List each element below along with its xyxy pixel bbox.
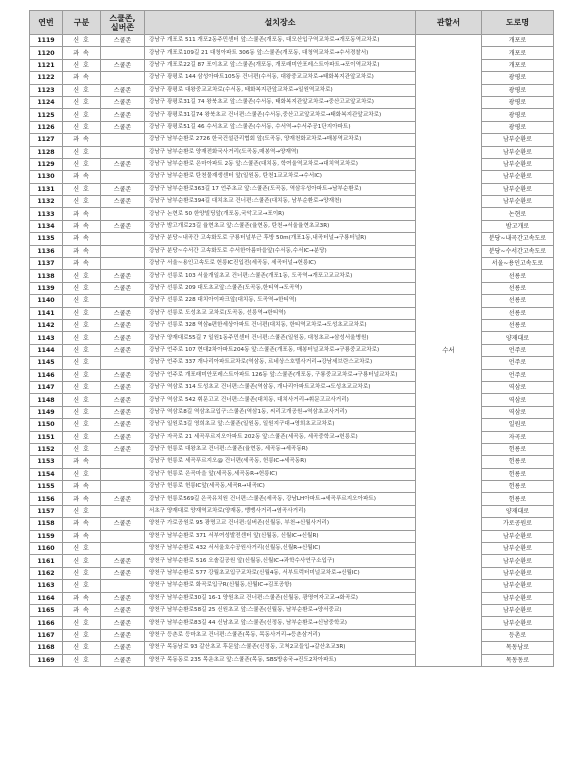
install-location: 강남구 역삼로8길 역삼초교입구:스쿨존(역삼1동, 씨리고개공원→역삼초교사거리) [145, 406, 416, 418]
install-location: 양천구 남부순환로58길 25 신원초교 앞:스쿨존(신월동, 남부순환로→양서중교) [145, 604, 416, 616]
enforcement-kind: 신 호 [63, 146, 101, 158]
road-name: 헌릉로 [482, 456, 554, 468]
zone-type: 스쿨존 [101, 84, 145, 96]
zone-type [101, 72, 145, 84]
install-location: 서초구 양재대로 양재역교차로(양재동, 뱅뱅사거리→염곡사거리) [145, 505, 416, 517]
road-name: 분당~수서간고속도로 [482, 245, 554, 257]
zone-type: 스쿨존 [101, 35, 145, 47]
enforcement-kind: 신 호 [63, 443, 101, 455]
road-name: 역삼로 [482, 381, 554, 393]
road-name: 남부순환로 [482, 555, 554, 567]
install-location: 강남구 광평로31길 74 왕북초교 앞:스쿨존(수서동, 태화복지관앞교차로→중산고교앞교차로) [145, 96, 416, 108]
road-name: 분당~내곡간고속도로 [482, 233, 554, 245]
install-location: 양천구 남부순환로 516 오솔길공원 앞(신월동,신월IC→과학수사연구소입구) [145, 555, 416, 567]
enforcement-kind: 신 호 [63, 629, 101, 641]
row-number: 1141 [30, 307, 63, 319]
row-number: 1147 [30, 381, 63, 393]
zone-type: 스쿨존 [101, 654, 145, 666]
enforcement-kind: 신 호 [63, 419, 101, 431]
zone-type: 스쿨존 [101, 604, 145, 616]
zone-type: 스쿨존 [101, 307, 145, 319]
row-number: 1162 [30, 567, 63, 579]
zone-type: 스쿨존 [101, 59, 145, 71]
road-name: 헌릉로 [482, 493, 554, 505]
enforcement-kind: 과 속 [63, 72, 101, 84]
enforcement-kind: 신 호 [63, 543, 101, 555]
enforcement-kind: 신 호 [63, 357, 101, 369]
zone-type: 스쿨존 [101, 431, 145, 443]
row-number: 1124 [30, 96, 63, 108]
row-number: 1142 [30, 319, 63, 331]
row-number: 1152 [30, 443, 63, 455]
header-office: 관할서 [416, 11, 482, 35]
header-kind: 구분 [63, 11, 101, 35]
zone-type: 스쿨존 [101, 518, 145, 530]
road-name: 서울~용인고속도로 [482, 258, 554, 270]
zone-type [101, 47, 145, 59]
row-number: 1139 [30, 282, 63, 294]
enforcement-kind: 신 호 [63, 406, 101, 418]
install-location: 강남구 분당~내곡간 고속화도로 구룡터널부근 후방 50m(개포1동,내곡터널→구룡터널R) [145, 233, 416, 245]
zone-type: 스쿨존 [101, 381, 145, 393]
zone-type: 스쿨존 [101, 629, 145, 641]
install-location: 강남구 헌릉로 은곡마을 앞(세곡동,세곡동R→헌릉IC) [145, 468, 416, 480]
enforcement-kind: 신 호 [63, 196, 101, 208]
zone-type: 스쿨존 [101, 592, 145, 604]
row-number: 1168 [30, 642, 63, 654]
enforcement-kind: 신 호 [63, 369, 101, 381]
road-name: 자곡로 [482, 431, 554, 443]
zone-type [101, 171, 145, 183]
row-number: 1135 [30, 233, 63, 245]
zone-type [101, 233, 145, 245]
road-name: 선릉로 [482, 319, 554, 331]
row-number: 1138 [30, 270, 63, 282]
enforcement-kind: 신 호 [63, 183, 101, 195]
install-location: 양천구 남부순환로 432 서서울호수공원사거리(신월동,신월R→신월IC) [145, 543, 416, 555]
enforcement-kind: 과 속 [63, 208, 101, 220]
enforcement-kind: 신 호 [63, 158, 101, 170]
road-name: 역삼로 [482, 394, 554, 406]
zone-type: 스쿨존 [101, 567, 145, 579]
install-location: 강남구 언주로 337 개나리아파트교차로(역삼동, 르네상스호텔사거리→강남세브란스교차로) [145, 357, 416, 369]
install-location: 강남구 남부순환로 양재전화국사거리(도곡동,매봉역→양재역) [145, 146, 416, 158]
zone-type: 스쿨존 [101, 319, 145, 331]
zone-type: 스쿨존 [101, 369, 145, 381]
road-name: 개포로 [482, 59, 554, 71]
install-location: 강남구 선릉로 209 대도초교앞:스쿨존(도곡동,한티역→도곡역) [145, 282, 416, 294]
install-location: 양천구 남부순환로 371 서부여성발전센터 앞(신월동, 신월IC→신월R) [145, 530, 416, 542]
enforcement-kind: 신 호 [63, 654, 101, 666]
install-location: 강남구 논현로 50 한양빌딩앞(개포동,국악고교→포이R) [145, 208, 416, 220]
enforcement-kind: 과 속 [63, 518, 101, 530]
row-number: 1130 [30, 171, 63, 183]
enforcement-kind: 신 호 [63, 468, 101, 480]
zone-type: 스쿨존 [101, 642, 145, 654]
zone-type: 스쿨존 [101, 394, 145, 406]
install-location: 강남구 선릉로 도성초교 교차로(도곡동, 선릉역→한티역) [145, 307, 416, 319]
zone-type: 스쿨존 [101, 270, 145, 282]
install-location: 강남구 헌릉로 세곡푸르지오@ 건너편(세곡동, 헌릉IC→세곡동R) [145, 456, 416, 468]
road-name: 언주로 [482, 357, 554, 369]
zone-type: 스쿨존 [101, 282, 145, 294]
row-number: 1164 [30, 592, 63, 604]
row-number: 1146 [30, 369, 63, 381]
row-number: 1136 [30, 245, 63, 257]
enforcement-kind: 신 호 [63, 431, 101, 443]
enforcement-kind: 신 호 [63, 121, 101, 133]
road-name: 목동동로 [482, 654, 554, 666]
row-number: 1128 [30, 146, 63, 158]
install-location: 강남구 개포로109길 21 대청아파트 306동 앞:스쿨존(개포동, 대청역교차로→수서경찰서) [145, 47, 416, 59]
road-name: 선릉로 [482, 270, 554, 282]
zone-type: 스쿨존 [101, 183, 145, 195]
install-location: 강남구 선릉로 328 역삼e편한세상아파트 건너편(대치동, 한티역교차로→도성초교교차로) [145, 319, 416, 331]
row-number: 1151 [30, 431, 63, 443]
row-number: 1143 [30, 332, 63, 344]
row-number: 1129 [30, 158, 63, 170]
header-zone-type [101, 11, 145, 35]
enforcement-kind: 신 호 [63, 555, 101, 567]
row-number: 1119 [30, 35, 63, 47]
install-location: 양천구 가로공원로 95 광명고교 건너편:실버존(신월동, 부천→신월사거리) [145, 518, 416, 530]
row-number: 1120 [30, 47, 63, 59]
zone-type: 스쿨존 [101, 406, 145, 418]
table-header-row [30, 11, 554, 35]
install-location: 강남구 광평로51길 46 수서초교 앞:스쿨존(수서동, 수서역→수서주공1단지아파트) [145, 121, 416, 133]
road-name: 남부순환로 [482, 530, 554, 542]
install-location: 양천구 목동남로 93 갈산초교 후문앞:스쿨존(신정동, 고척2교들입→갈산초교3R) [145, 642, 416, 654]
zone-type [101, 468, 145, 480]
road-name: 광평로 [482, 72, 554, 84]
road-name: 언주로 [482, 369, 554, 381]
enforcement-kind: 신 호 [63, 381, 101, 393]
install-location: 강남구 선릉로 103 서울개일초교 건너편:스쿨존(개포1동, 도곡역→개포고교교차로) [145, 270, 416, 282]
road-name: 남부순환로 [482, 580, 554, 592]
enforcement-kind: 과 속 [63, 220, 101, 232]
zone-type [101, 357, 145, 369]
enforcement-kind: 신 호 [63, 282, 101, 294]
enforcement-kind: 과 속 [63, 171, 101, 183]
install-location: 강남구 선릉로 228 대치아이파크앞(대치동, 도곡역→한티역) [145, 295, 416, 307]
row-number: 1169 [30, 654, 63, 666]
enforcement-kind: 신 호 [63, 505, 101, 517]
road-name: 남부순환로 [482, 617, 554, 629]
enforcement-kind: 신 호 [63, 307, 101, 319]
row-number: 1122 [30, 72, 63, 84]
row-number: 1125 [30, 109, 63, 121]
row-number: 1149 [30, 406, 63, 418]
enforcement-kind: 신 호 [63, 642, 101, 654]
road-name: 헌릉로 [482, 468, 554, 480]
install-location: 강남구 헌릉로569길 은곡유치원 건너편:스쿨존(세곡동, 강남LH아파트→세곡푸르지오아파트) [145, 493, 416, 505]
install-location: 강남구 남부순환로363길 17 언주초교 앞:스쿨존(도곡동, 역삼우성아파트→남부순환로) [145, 183, 416, 195]
header-zone-type-line2: 실버존 [110, 22, 135, 32]
road-name: 가로공원로 [482, 518, 554, 530]
road-name: 남부순환로 [482, 592, 554, 604]
install-location: 강남구 양재대로55길 7 일원1동주민센터 건너편:스쿨존(일원동, 대청초교→삼성서울병원) [145, 332, 416, 344]
road-name: 양재대로 [482, 505, 554, 517]
enforcement-kind: 과 속 [63, 456, 101, 468]
road-name: 광평로 [482, 121, 554, 133]
zone-type [101, 295, 145, 307]
row-number: 1133 [30, 208, 63, 220]
install-location: 강남구 남부순환로 탄천물재생센터 앞(일원동, 탄천1교교차로→수서IC) [145, 171, 416, 183]
install-location: 강남구 언주로 107 현대2차아파트204동 앞:스쿨존(개포동, 매봉터널교차로→구룡중교교차로) [145, 344, 416, 356]
road-name: 역삼로 [482, 406, 554, 418]
install-location: 양천구 남부순환로83길 44 신남초교 앞:스쿨존(신정동, 남부순환로→신남중학교) [145, 617, 416, 629]
install-location: 강남구 역삼로 542 휘문고교 건너편:스쿨존(대치동, 대치사거리→휘문고교사거리) [145, 394, 416, 406]
enforcement-kind: 신 호 [63, 84, 101, 96]
enforcement-kind: 과 속 [63, 134, 101, 146]
zone-type [101, 258, 145, 270]
road-name: 광평로 [482, 96, 554, 108]
row-number: 1121 [30, 59, 63, 71]
header-no: 연번 [30, 11, 63, 35]
header-zone-type-line1: 스쿨존, [109, 13, 136, 23]
road-name: 남부순환로 [482, 604, 554, 616]
road-name: 목동남로 [482, 642, 554, 654]
row-number: 1123 [30, 84, 63, 96]
zone-type [101, 543, 145, 555]
zone-type: 스쿨존 [101, 617, 145, 629]
enforcement-kind: 신 호 [63, 580, 101, 592]
row-number: 1156 [30, 493, 63, 505]
road-name: 남부순환로 [482, 158, 554, 170]
enforcement-kind: 신 호 [63, 344, 101, 356]
enforcement-kind: 과 속 [63, 530, 101, 542]
road-name: 광평로 [482, 84, 554, 96]
enforcement-kind: 과 속 [63, 481, 101, 493]
row-number: 1145 [30, 357, 63, 369]
install-location: 강남구 남부순환로394길 대치초교 건너편:스쿨존(대치동, 남부순환로→양재천) [145, 196, 416, 208]
enforcement-kind: 신 호 [63, 319, 101, 331]
enforcement-kind: 신 호 [63, 59, 101, 71]
zone-type [101, 146, 145, 158]
enforcement-kind: 과 속 [63, 245, 101, 257]
zone-type: 스쿨존 [101, 158, 145, 170]
road-name: 남부순환로 [482, 196, 554, 208]
install-location: 양천구 남부순환로 화곡로입구R(신월동,신월IC→김포공항) [145, 580, 416, 592]
row-number: 1163 [30, 580, 63, 592]
table-row [30, 35, 554, 47]
enforcement-kind: 과 속 [63, 592, 101, 604]
row-number: 1154 [30, 468, 63, 480]
install-location: 강남구 일원로3길 영희초교 앞:스쿨존(일원동, 일원지구대→영희초교교차로) [145, 419, 416, 431]
row-number: 1148 [30, 394, 63, 406]
row-number: 1126 [30, 121, 63, 133]
row-number: 1167 [30, 629, 63, 641]
road-name: 선릉로 [482, 295, 554, 307]
row-number: 1131 [30, 183, 63, 195]
row-number: 1140 [30, 295, 63, 307]
install-location: 강남구 언주로 개포래미안포레스트아파트 126동 앞:스쿨존(개포동, 구룡중교교차로→구룡터널교차로) [145, 369, 416, 381]
enforcement-kind: 과 속 [63, 258, 101, 270]
install-location: 양천구 목동동로 235 목운초교 앞:스쿨존(목동, SBS방송국→진도2차아파트) [145, 654, 416, 666]
camera-location-table [29, 10, 554, 667]
row-number: 1159 [30, 530, 63, 542]
zone-type: 스쿨존 [101, 493, 145, 505]
row-number: 1155 [30, 481, 63, 493]
install-location: 양천구 남부순환로 577 강월초교입구교차로(신월4동, 서부트럭터미널교차로→신월IC) [145, 567, 416, 579]
road-name: 밤고개로 [482, 220, 554, 232]
road-name: 양재대로 [482, 332, 554, 344]
table-body [30, 35, 554, 667]
enforcement-kind: 과 속 [63, 493, 101, 505]
road-name: 헌릉로 [482, 443, 554, 455]
road-name: 광평로 [482, 109, 554, 121]
zone-type [101, 208, 145, 220]
enforcement-kind: 신 호 [63, 109, 101, 121]
zone-type: 스쿨존 [101, 96, 145, 108]
road-name: 언주로 [482, 344, 554, 356]
install-location: 양천구 등촌로 등마초교 건너편:스쿨존(목동, 목동사거리→등촌삼거리) [145, 629, 416, 641]
row-number: 1158 [30, 518, 63, 530]
zone-type: 스쿨존 [101, 419, 145, 431]
road-name: 선릉로 [482, 307, 554, 319]
zone-type [101, 481, 145, 493]
enforcement-kind: 과 속 [63, 47, 101, 59]
zone-type [101, 245, 145, 257]
install-location: 강남구 남부순환로 2726 한국건설관리협회 앞(도곡동, 양재천화교차로→매봉역교차로) [145, 134, 416, 146]
row-number: 1127 [30, 134, 63, 146]
install-location: 강남구 자곡로 21 세곡푸르지오아파트 202동 앞:스쿨존(세곡동, 세곡중학교→헌릉로) [145, 431, 416, 443]
install-location: 강남구 밤고개로23길 율현초교 앞:스쿨존(율현동, 탄천→서울율현초교3R) [145, 220, 416, 232]
install-location: 강남구 개포로22길 87 포이초교 앞:스쿨존(개포동, 개포래미안포레스트아파트→포이역교차로) [145, 59, 416, 71]
enforcement-kind: 신 호 [63, 617, 101, 629]
enforcement-kind: 신 호 [63, 295, 101, 307]
road-name: 남부순환로 [482, 134, 554, 146]
road-name: 선릉로 [482, 282, 554, 294]
install-location: 강남구 서울~용인고속도로 헌릉IC진입전(세곡동, 세곡터널→헌릉IC) [145, 258, 416, 270]
road-name: 남부순환로 [482, 183, 554, 195]
zone-type: 스쿨존 [101, 332, 145, 344]
zone-type: 스쿨존 [101, 220, 145, 232]
road-name: 남부순환로 [482, 567, 554, 579]
enforcement-kind: 과 속 [63, 604, 101, 616]
camera-location-table-sheet [29, 10, 553, 667]
row-number: 1166 [30, 617, 63, 629]
row-number: 1144 [30, 344, 63, 356]
zone-type: 스쿨존 [101, 443, 145, 455]
row-number: 1134 [30, 220, 63, 232]
enforcement-kind: 신 호 [63, 96, 101, 108]
install-location: 양천구 남부순환로30길 16-1 양원초교 건너편:스쿨존(신월동, 광명여자고교→화곡로) [145, 592, 416, 604]
enforcement-kind: 과 속 [63, 233, 101, 245]
road-name: 논현로 [482, 208, 554, 220]
row-number: 1137 [30, 258, 63, 270]
zone-type: 스쿨존 [101, 196, 145, 208]
install-location: 강남구 헌릉로 헌릉IC앞(세곡동,세곡R→내곡IC) [145, 481, 416, 493]
enforcement-kind: 신 호 [63, 270, 101, 282]
install-location: 강남구 광평로 대왕중교교차로(수서동, 태화복지관앞교차로→일원역교차로) [145, 84, 416, 96]
zone-type [101, 134, 145, 146]
enforcement-kind: 신 호 [63, 332, 101, 344]
road-name: 개포로 [482, 35, 554, 47]
install-location: 강남구 개포로 511 개포2동주민센터 앞:스쿨존(개포동, 대모산입구역교차로→개포동역교차로) [145, 35, 416, 47]
row-number: 1160 [30, 543, 63, 555]
row-number: 1165 [30, 604, 63, 616]
zone-type: 스쿨존 [101, 344, 145, 356]
zone-type [101, 505, 145, 517]
enforcement-kind: 신 호 [63, 567, 101, 579]
enforcement-kind: 신 호 [63, 35, 101, 47]
install-location: 강남구 역삼로 314 도성초교 건너편:스쿨존(역삼동, 개나리아파트교차로→도성초교교차로) [145, 381, 416, 393]
road-name: 헌릉로 [482, 481, 554, 493]
road-name: 등촌로 [482, 629, 554, 641]
header-road: 도로명 [482, 11, 554, 35]
row-number: 1153 [30, 456, 63, 468]
road-name: 일원로 [482, 419, 554, 431]
row-number: 1157 [30, 505, 63, 517]
zone-type: 스쿨존 [101, 109, 145, 121]
install-location: 강남구 남부순환로 은마아파트 2동 앞:스쿨존(대치동, 학여울역교차로→대치역교차로) [145, 158, 416, 170]
road-name: 남부순환로 [482, 543, 554, 555]
jurisdiction-office: 수서 [416, 35, 482, 667]
header-location: 설치장소 [145, 11, 416, 35]
row-number: 1150 [30, 419, 63, 431]
road-name: 남부순환로 [482, 171, 554, 183]
install-location: 강남구 광평로31길74 왕북초교 건너편:스쿨존(수서동,중산고교앞교차로→태화복지관앞교차로) [145, 109, 416, 121]
zone-type: 스쿨존 [101, 555, 145, 567]
install-location: 강남구 분당~수서간 고속화도로 수서한아름마을앞(수서동,수서IC→분당) [145, 245, 416, 257]
zone-type [101, 580, 145, 592]
road-name: 남부순환로 [482, 146, 554, 158]
zone-type [101, 530, 145, 542]
install-location: 강남구 헌릉로 대왕초교 건너편:스쿨존(율현동, 세곡동→세곡동R) [145, 443, 416, 455]
row-number: 1132 [30, 196, 63, 208]
zone-type [101, 456, 145, 468]
road-name: 개포로 [482, 47, 554, 59]
install-location: 강남구 광평로 144 삼성아파트105동 건너편(수서동, 대왕중교교차로→태화복지관앞교차로) [145, 72, 416, 84]
enforcement-kind: 신 호 [63, 394, 101, 406]
row-number: 1161 [30, 555, 63, 567]
zone-type: 스쿨존 [101, 121, 145, 133]
